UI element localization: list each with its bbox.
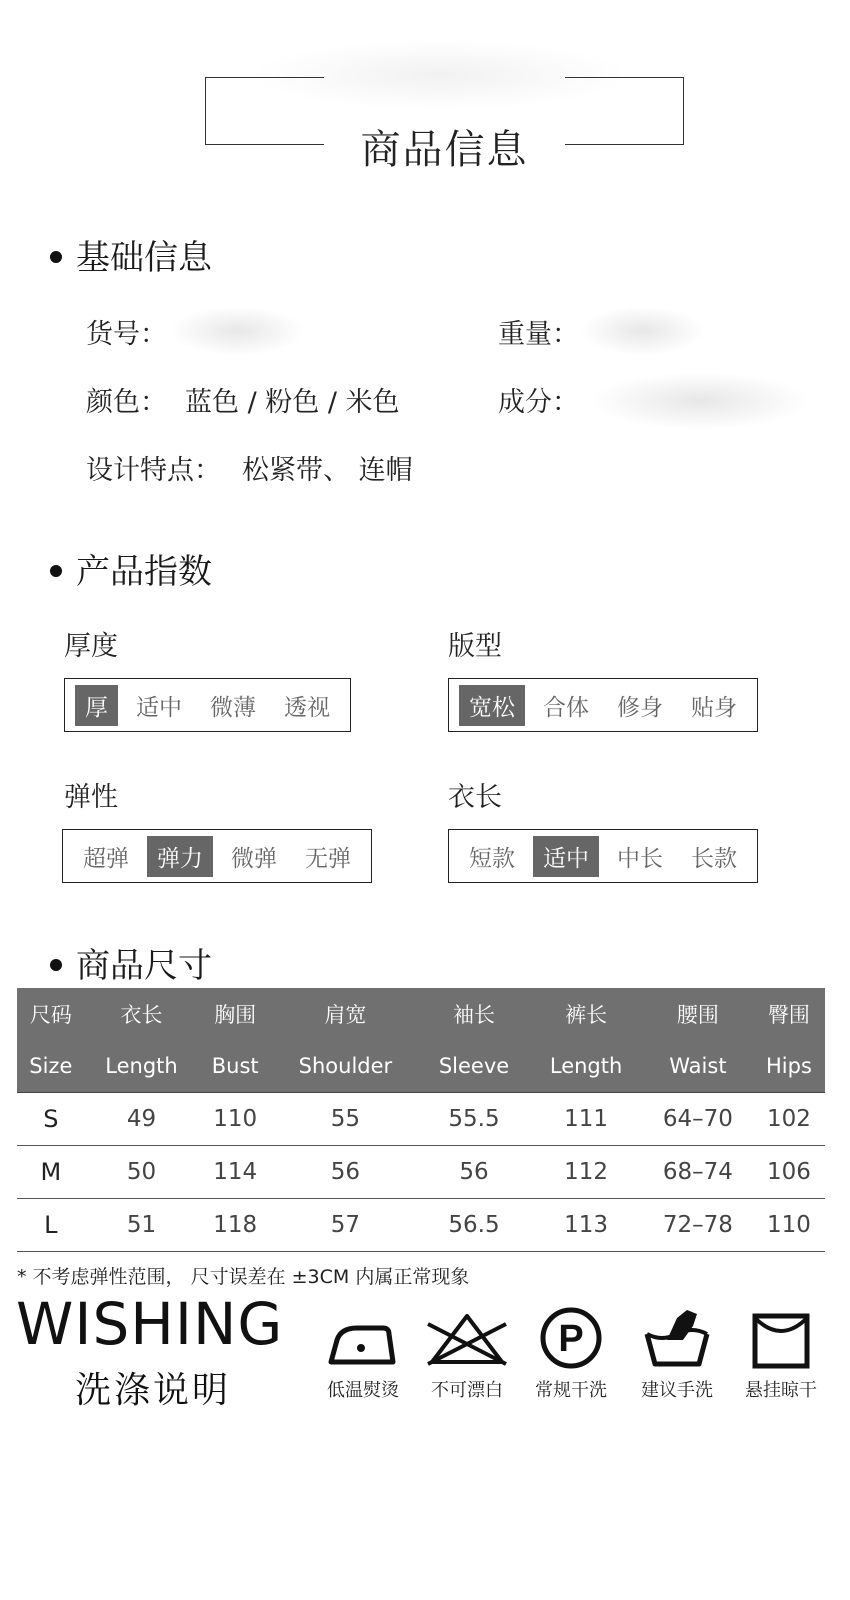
elasticity-scale [62, 829, 372, 883]
thickness-option-sheer: 透视 [284, 694, 330, 721]
table-row [17, 1146, 825, 1199]
cell-shoulder: 57 [272, 1199, 419, 1252]
cell-bust: 110 [198, 1093, 272, 1146]
thickness-option-thick: 厚 [75, 685, 118, 726]
section-index-heading [50, 544, 212, 593]
care-item-hangdry [731, 1310, 831, 1402]
fit-scale [448, 678, 758, 732]
thickness-option-medium: 适中 [136, 694, 182, 721]
size-note: * 不考虑弹性范围， 尺寸误差在 ±3CM 内属正常现象 [17, 1266, 470, 1288]
design-label: 设计特点： [86, 455, 221, 486]
cell-sleeve: 56 [419, 1146, 529, 1199]
header-en-pants-length: Length [529, 1040, 643, 1093]
table-header-row-cn [17, 988, 825, 1040]
bullet-dot [50, 251, 62, 263]
hang-dry-icon [749, 1310, 813, 1370]
hand-wash-icon [637, 1304, 717, 1370]
table-row [17, 1093, 825, 1146]
color-value: 蓝色 / 粉色 / 米色 [185, 387, 400, 418]
header-en-bust: Bust [198, 1040, 272, 1093]
cell-pants-length: 111 [529, 1093, 643, 1146]
color-label: 颜色： [86, 387, 167, 418]
elasticity-label: 弹性 [64, 782, 118, 813]
item-no-label: 货号： [86, 319, 167, 350]
cell-hips: 102 [753, 1093, 825, 1146]
fit-option-regular: 合体 [543, 694, 589, 721]
elasticity-option-slight: 微弹 [231, 845, 277, 872]
header-cn-bust: 胸围 [198, 988, 272, 1040]
weight-label: 重量： [498, 319, 579, 350]
care-label-handwash: 建议手洗 [641, 1380, 713, 1401]
cell-pants-length: 113 [529, 1199, 643, 1252]
cell-size: S [17, 1093, 85, 1146]
fit-option-slim: 修身 [617, 694, 663, 721]
header-en-waist: Waist [643, 1040, 753, 1093]
page-title: 商品信息 [360, 127, 529, 173]
care-label-dryclean: 常规干洗 [535, 1380, 607, 1401]
table-header-row-en [17, 1040, 825, 1093]
wash-instructions-title: 洗涤说明 [75, 1370, 232, 1411]
header-cn-waist: 腰围 [643, 988, 753, 1040]
cell-bust: 114 [198, 1146, 272, 1199]
header-en-length: Length [85, 1040, 199, 1093]
care-label-bleach: 不可漂白 [431, 1380, 503, 1401]
length-scale [448, 829, 758, 883]
item-no-value-blurred [170, 306, 305, 356]
care-item-bleach [417, 1310, 517, 1402]
fit-label: 版型 [448, 631, 502, 662]
length-option-short: 短款 [469, 845, 515, 872]
brand-wordmark: WISHING [16, 1290, 284, 1358]
header-cn-size: 尺码 [17, 988, 85, 1040]
length-label: 衣长 [448, 782, 502, 813]
cell-size: L [17, 1199, 85, 1252]
fit-option-loose: 宽松 [459, 685, 525, 726]
section-index-title: 产品指数 [76, 552, 212, 592]
thickness-option-thin: 微薄 [210, 694, 256, 721]
section-size-heading [50, 938, 212, 987]
design-value: 松紧带、 连帽 [242, 455, 413, 486]
thickness-scale [64, 678, 351, 732]
low-temp-iron-icon [323, 1310, 403, 1370]
care-label-hangdry: 悬挂晾干 [745, 1380, 817, 1401]
header-cn-hips: 臀围 [753, 988, 825, 1040]
weight-value-blurred [580, 306, 705, 356]
cell-sleeve: 55.5 [419, 1093, 529, 1146]
no-bleach-icon [422, 1310, 512, 1370]
cell-length: 49 [85, 1093, 199, 1146]
bullet-dot [50, 565, 62, 577]
table-row [17, 1199, 825, 1252]
composition-value-blurred [590, 372, 810, 430]
header-cn-sleeve: 袖长 [419, 988, 529, 1040]
cell-size: M [17, 1146, 85, 1199]
elasticity-option-none: 无弹 [305, 845, 351, 872]
cell-length: 51 [85, 1199, 199, 1252]
cell-length: 50 [85, 1146, 199, 1199]
dry-clean-p-icon [538, 1306, 604, 1370]
care-item-iron [313, 1310, 413, 1402]
care-item-dryclean [521, 1306, 621, 1402]
header-en-sleeve: Sleeve [419, 1040, 529, 1093]
cell-waist: 72–78 [643, 1199, 753, 1252]
bullet-dot [50, 959, 62, 971]
cell-pants-length: 112 [529, 1146, 643, 1199]
fit-option-tight: 贴身 [691, 694, 737, 721]
cell-hips: 106 [753, 1146, 825, 1199]
cell-shoulder: 55 [272, 1093, 419, 1146]
length-option-midlong: 中长 [617, 845, 663, 872]
care-item-handwash [627, 1304, 727, 1402]
section-basic-heading [50, 230, 212, 279]
header-cn-length: 衣长 [85, 988, 199, 1040]
elasticity-option-stretch: 弹力 [147, 836, 213, 877]
length-option-long: 长款 [691, 845, 737, 872]
cell-bust: 118 [198, 1199, 272, 1252]
header-cn-shoulder: 肩宽 [272, 988, 419, 1040]
cell-sleeve: 56.5 [419, 1199, 529, 1252]
header-en-size: Size [17, 1040, 85, 1093]
length-option-medium: 适中 [533, 836, 599, 877]
header-en-shoulder: Shoulder [272, 1040, 419, 1093]
cell-shoulder: 56 [272, 1146, 419, 1199]
header-cn-pants-length: 裤长 [529, 988, 643, 1040]
cell-waist: 68–74 [643, 1146, 753, 1199]
section-size-title: 商品尺寸 [76, 946, 212, 986]
thickness-label: 厚度 [64, 631, 118, 662]
section-basic-title: 基础信息 [76, 238, 212, 278]
size-table [17, 988, 825, 1252]
cell-waist: 64–70 [643, 1093, 753, 1146]
cell-hips: 110 [753, 1199, 825, 1252]
elasticity-option-super: 超弹 [83, 845, 129, 872]
svg-text:P: P [558, 1318, 584, 1360]
care-label-iron: 低温熨烫 [327, 1380, 399, 1401]
header-en-hips: Hips [753, 1040, 825, 1093]
composition-label: 成分： [498, 387, 579, 418]
